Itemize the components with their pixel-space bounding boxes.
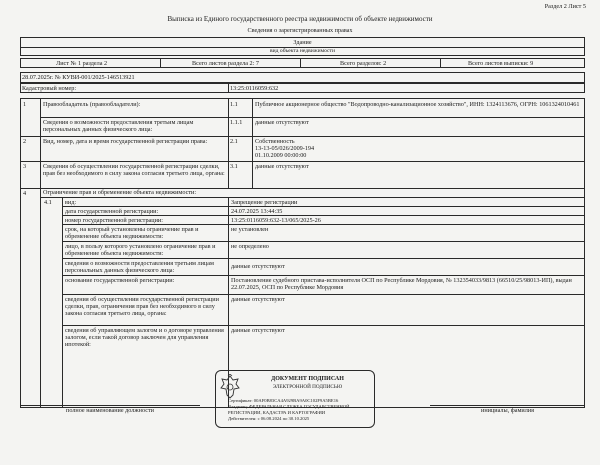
position-signature-line (20, 405, 200, 406)
position-caption: полное наименование должности (66, 407, 154, 414)
total-sheets-extract: Всего листов выписки: 9 (468, 60, 534, 67)
enc-personal-data-label: сведения о возможности предоставления третьим лицам персональных данных физического лица: (65, 260, 214, 274)
section-sheet-corner: Раздел 2 Лист 5 (544, 3, 586, 10)
row-number-1: 1 (23, 101, 27, 108)
extract-id: 28.07.2025г. № КУВИ-001/2025-146513921 (22, 74, 135, 81)
personal-data-value: данные отсутствуют (255, 119, 309, 126)
enc-beneficiary-label: лицо, в пользу которого установлено ограничение прав и обременение объекта недвижимости: (65, 243, 216, 257)
stamp-title: ДОКУМЕНТ ПОДПИСАН (271, 376, 344, 382)
encumbrance-title: Ограничение прав и обременение объекта недвижимости: (43, 189, 197, 196)
enc-beneficiary-value: не определено (231, 243, 269, 250)
document-subtitle: Сведения о зарегистрированных правах (247, 27, 353, 34)
right-number: 13-13-05/026/2009-194 (255, 145, 315, 152)
stamp-validity: Действителен: с 06.08.2024 по 30.10.2025 (228, 416, 310, 421)
enc-term-value: не установлен (231, 226, 269, 233)
row-sub-3-1: 3.1 (230, 163, 238, 170)
row-number-3: 3 (23, 163, 27, 170)
enc-number-label: номер государственной регистрации: (65, 217, 163, 224)
row-sub-1-1-1: 1.1.1 (230, 119, 243, 126)
enc-transaction-label: сведения об осуществлении государственной регистрации сделки, прав, ограничения прав без необходимого в силу закона согласия третьего лица, органа: (65, 296, 219, 317)
enc-pledge-manager-label: сведения об управляющем залогом и о договоре управления залогом, если такой договор заключен для управления ипотекой: (65, 327, 224, 348)
stamp-owner: Владелец: ФЕДЕРАЛЬНАЯ СЛУЖБА ГОСУДАРСТВЕННОЙ (228, 404, 350, 409)
enc-personal-data-value: данные отсутствуют (231, 263, 285, 270)
transaction-value: данные отсутствуют (255, 163, 309, 170)
total-sheets-section: Всего листов раздела 2: 7 (192, 60, 259, 67)
cadastral-label: Кадастровый номер: (22, 85, 77, 92)
cadastral-number: 13:25:0116059:632 (230, 85, 279, 92)
personal-data-label: Сведения о возможности предоставления третьим лицам персональных данных физического лица: (43, 119, 194, 133)
sheet-number: Лист № 1 раздела 2 (56, 60, 108, 67)
name-signature-line (430, 405, 585, 406)
enc-basis-value: Постановление судебного пристава-исполнителя ОСП по Республике Мордовия, № 132354033/9813 (66510/25/98013-ИП), выдан 22.07.2025, ОСП по Республике Мордовия (231, 277, 572, 291)
cadastral-row (20, 83, 585, 93)
total-sections: Всего разделов: 2 (340, 60, 387, 67)
encumbrance-sub: 4.1 (44, 199, 52, 206)
enc-kind-value: Запрещение регистрации (231, 199, 298, 206)
stamp-certificate: Сертификат: 00AF0B83CA4A929BA9A0C102F9A5BE16 (228, 398, 339, 403)
name-caption: инициалы, фамилия (481, 407, 534, 414)
enc-pledge-manager-value: данные отсутствуют (231, 327, 285, 334)
right-registration-label: Вид, номер, дата и время государственной регистрации права: (43, 138, 208, 145)
enc-number-value: 13:25:0116059:632-13/065/2025-26 (231, 217, 321, 224)
enc-basis-label: основание государственной регистрации: (65, 277, 175, 284)
right-date: 01.10.2009 00:00:00 (255, 152, 307, 159)
object-kind: Здание (293, 39, 312, 46)
enc-kind-label: вид: (65, 199, 77, 206)
row-number-4: 4 (23, 190, 27, 197)
owner-value: Публичное акционерное общество "Водопроводно-канализационное хозяйство", ИНН: 1324113676, ОГРН: 1061324010461 (255, 101, 580, 108)
stamp-subtitle: ЭЛЕКТРОННОЙ ПОДПИСЬЮ (272, 384, 343, 390)
coat-of-arms-icon (219, 374, 241, 400)
transaction-label: Сведения об осуществлении государственной регистрации сделки, прав без необходимого в силу закона согласия третьего лица, органа: (43, 163, 225, 177)
stamp-owner-cont: РЕГИСТРАЦИИ, КАДАСТРА И КАРТОГРАФИИ (228, 410, 326, 415)
object-kind-caption: вид объекта недвижимости (270, 48, 335, 54)
enc-date-value: 24.07.2025 13:44:35 (231, 208, 283, 215)
document-title: Выписка из Единого государственного реестра недвижимости об объекте недвижимости (167, 15, 433, 23)
row-number-2: 2 (23, 138, 27, 145)
enc-term-label: срок, на который установлены ограничение прав и обременение объекта недвижимости: (65, 226, 199, 240)
row-sub-2-1: 2.1 (230, 138, 238, 145)
owner-label: Правообладатель (правообладатели): (43, 101, 141, 108)
right-kind: Собственность (255, 138, 295, 145)
enc-transaction-value: данные отсутствуют (231, 296, 285, 303)
row-sub-1-1: 1.1 (230, 101, 238, 108)
enc-date-label: дата государственной регистрации: (65, 208, 159, 215)
